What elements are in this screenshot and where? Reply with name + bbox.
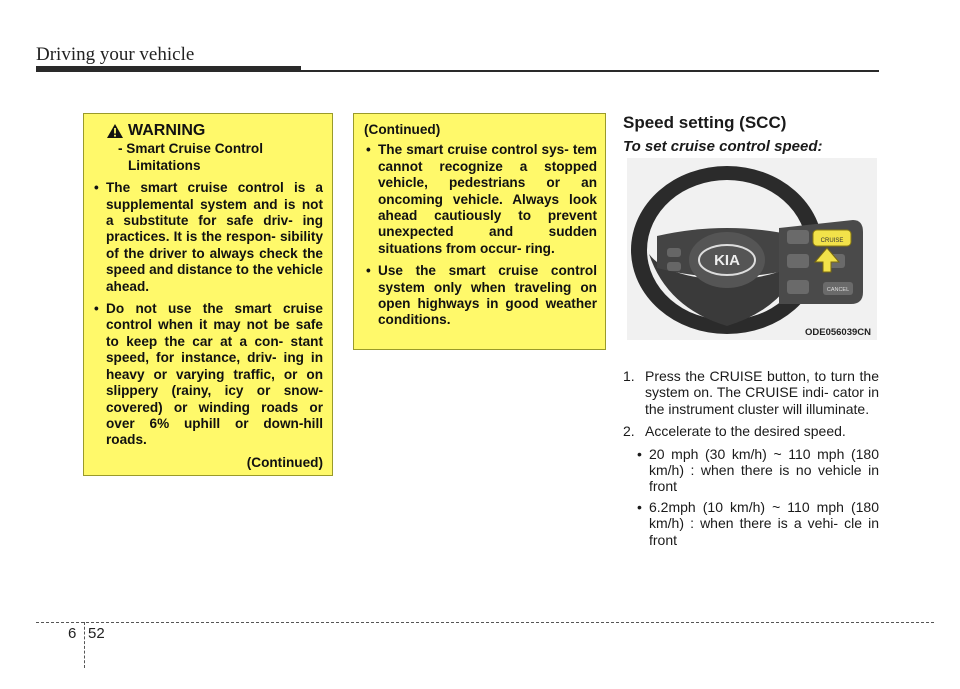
cruise-button-label: CRUISE bbox=[820, 238, 844, 244]
speed-range-item: • 20 mph (30 km/h) ~ 110 mph (180 km/h) : when there is no vehicle in front bbox=[623, 446, 879, 495]
step-item bbox=[623, 423, 879, 439]
footer-rule bbox=[36, 622, 934, 623]
section-title: Speed setting (SCC) bbox=[623, 113, 787, 132]
warning-continued: (Continued) bbox=[246, 454, 323, 470]
warning-bullet-2: • Do not use the smart cruise control when it may not be safe to keep the car at a con- stant speed, for instance, driv- ing in heavy or varying traffic, or on slippery (rainy, icy or snow-covered) or winding roads or over 6% uphill or down-hill roads. bbox=[92, 301, 323, 449]
image-caption: ODE056039CN bbox=[804, 327, 871, 338]
header-rule-thick bbox=[36, 66, 301, 72]
warning-triangle-icon bbox=[106, 123, 124, 139]
footer-divider bbox=[84, 622, 85, 668]
chapter-title: Driving your vehicle bbox=[36, 44, 195, 65]
speed-range-item: • 6.2mph (10 km/h) ~ 110 mph (180 km/h) : when there is a vehi- cle in front bbox=[623, 499, 879, 548]
page-number: 52 bbox=[88, 625, 105, 642]
steps-list bbox=[623, 368, 879, 552]
warning-subtitle bbox=[92, 141, 323, 174]
cancel-button-label: CANCEL bbox=[826, 287, 850, 293]
warning-subtitle-line2: Limitations bbox=[128, 157, 201, 173]
step-item bbox=[623, 368, 879, 417]
continued-bullet-2: • Use the smart cruise control system only when traveling on open highways in good weather conditions. bbox=[364, 263, 597, 329]
warning-subtitle-line1: - Smart Cruise Control bbox=[118, 141, 264, 157]
steering-wheel-illustration bbox=[627, 158, 877, 340]
step-text: Press the CRUISE button, to turn the system on. The CRUISE indi- cator in the instrument cluster will illuminate. bbox=[645, 368, 879, 417]
step-number: 2. bbox=[623, 423, 635, 440]
chapter-number: 6 bbox=[68, 625, 77, 642]
warning-header bbox=[92, 123, 323, 139]
header-rule-thin bbox=[301, 70, 879, 72]
step-number: 1. bbox=[623, 368, 635, 384]
warning-title: WARNING bbox=[128, 122, 206, 139]
warning-bullet-1: • The smart cruise control is a supplemental system and is not a substitute for safe driv- ing practices. It is the respon- sibility of the driver to always check the speed and distance to the vehicle ahead. bbox=[92, 180, 323, 295]
warning-box bbox=[83, 113, 333, 476]
step-text: Accelerate to the desired speed. bbox=[645, 423, 846, 440]
section-subtitle: To set cruise control speed: bbox=[623, 138, 823, 155]
continued-label: (Continued) bbox=[364, 122, 441, 137]
continued-box bbox=[353, 113, 606, 350]
illustration-labels bbox=[627, 158, 877, 340]
continued-bullet-1: • The smart cruise control sys- tem cannot recognize a stopped vehicle, pedestrians or an oncoming vehicle. Always look ahead cautiously to prevent unexpected and sudden situations from occur- ring. bbox=[364, 142, 597, 257]
svg-text:KIA: KIA bbox=[714, 252, 740, 269]
